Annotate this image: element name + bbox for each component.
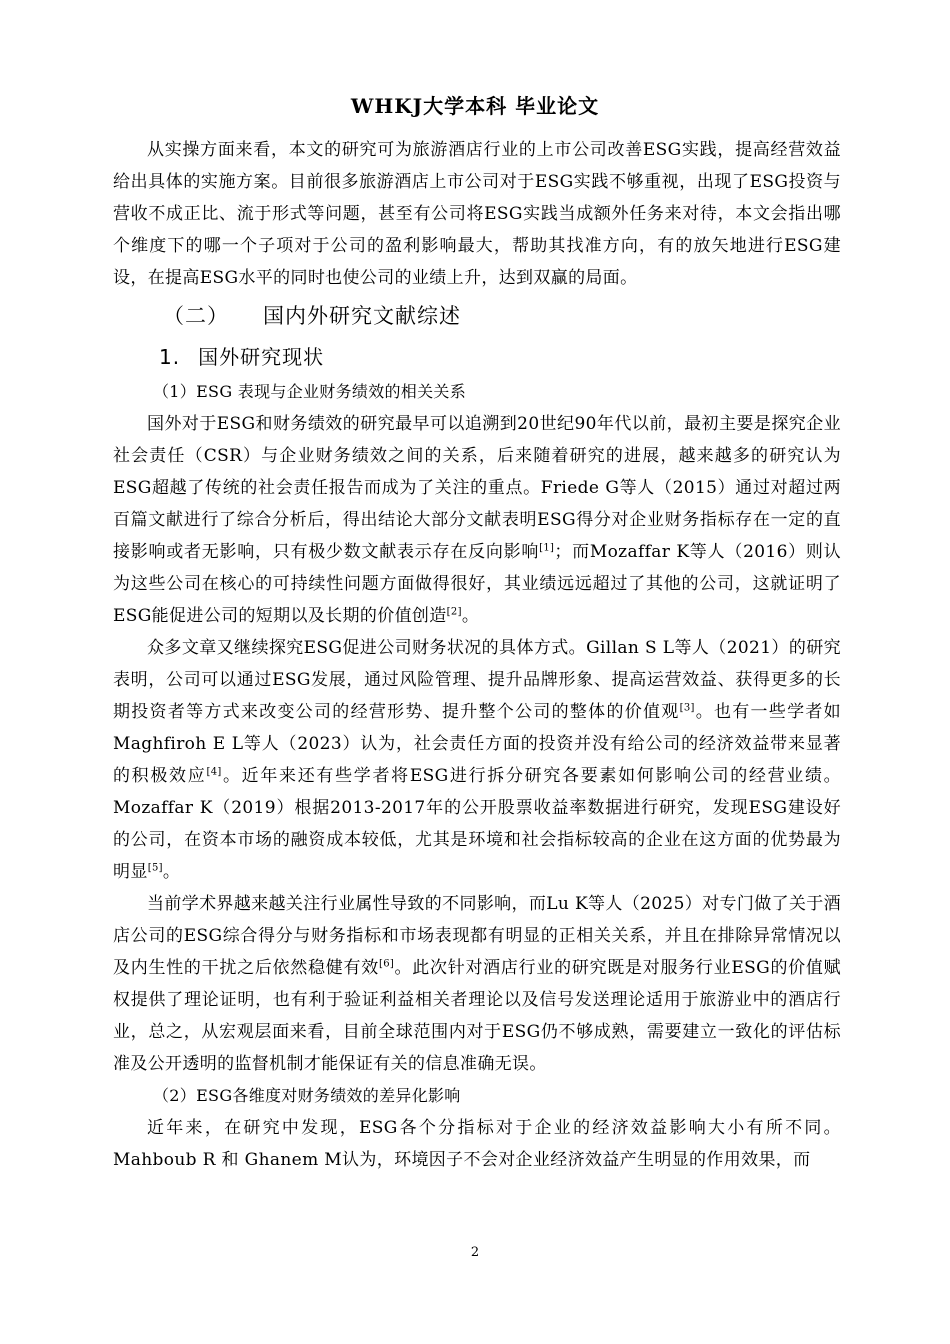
body-paragraph-4: 近年来，在研究中发现，ESG各个分指标对于企业的经济效益影响大小有所不同。Mahboub R 和 Ghanem M认为，环境因子不会对企业经济效益产生明显的作用效果，而 [113, 1118, 841, 1170]
subsection-number: 1. [159, 345, 181, 369]
paragraph-text: 众多文章又继续探究ESG促进公司财务状况的具体方式。Gillan S L等人（2021）的研究表明，公司可以通过ESG发展，通过风险管理、提升品牌形象、提高运营效益、获得更多的长期投资者等方式来改变公司的经营形势、提升整个公司的整体的价值观 [113, 638, 841, 722]
body-paragraph-1 [113, 408, 841, 632]
citation-ref: [3] [679, 702, 695, 714]
paragraph-text: 。近年来还有些学者将ESG进行拆分研究各要素如何影响公司的经营业绩。Mozaffar K（2019）根据2013-2017年的公开股票收益率数据进行研究，发现ESG建设好的公司，在资本市场的融资成本较低，尤其是环境和社会指标较高的企业在这方面的优势最为明显 [113, 766, 841, 882]
paragraph-text: 国外对于ESG和财务绩效的研究最早可以追溯到20世纪90年代以前，最初主要是探究企业社会责任（CSR）与企业财务绩效之间的关系，后来随着研究的进展，越来越多的研究认为ESG超越了传统的社会责任报告而成为了关注的重点。Friede G等人（2015）通过对超过两百篇文献进行了综合分析后，得出结论大部分文献表明ESG得分对企业财务指标存在一定的直接影响或者无影响，只有极少数文献表示存在反向影响 [113, 414, 841, 562]
section-heading [113, 298, 841, 334]
page-header: WHKJ大学本科 毕业论文 [350, 94, 600, 118]
page-number: 2 [470, 1245, 480, 1260]
citation-ref: [6] [378, 958, 395, 970]
body-paragraph-2 [113, 632, 841, 888]
citation-ref: [1] [539, 542, 555, 554]
page-body [113, 134, 841, 1176]
subsection-heading [113, 340, 841, 374]
subsection-title: 国外研究现状 [198, 345, 325, 369]
paragraph-text: 当前学术界越来越关注行业属性导致的不同影响，而Lu K等人（2025）对专门做了关于酒店公司的ESG综合得分与财务指标和市场表现都有明显的正相关关系，并且在排除异常情况以及内生性的干扰之后依然稳健有效 [113, 894, 841, 978]
section-title: 国内外研究文献综述 [263, 304, 461, 328]
body-paragraph-3 [113, 888, 841, 1080]
paragraph-text: ；而Mozaffar K等人（2016）则认为这些公司在核心的可持续性问题方面做得很好，其业绩远远超过了其他的公司，这就证明了ESG能促进公司的短期以及长期的价值创造 [113, 542, 841, 626]
paragraph-text: 。 [461, 606, 480, 626]
section-number: （二） [163, 304, 229, 328]
citation-ref: [5] [147, 862, 163, 874]
paragraph-text: 。 [162, 862, 181, 882]
citation-ref: [4] [206, 766, 222, 778]
paragraph-text: 。也有一些学者如Maghfiroh E L等人（2023）认为，社会责任方面的投资并没有给公司的经济效益带来显著的积极效应 [113, 702, 841, 786]
citation-ref: [2] [446, 606, 462, 618]
intro-paragraph: 从实操方面来看，本文的研究可为旅游酒店行业的上市公司改善ESG实践，提高经营效益给出具体的实施方案。目前很多旅游酒店上市公司对于ESG实践不够重视，出现了ESG投资与营收不成正比、流于形式等问题，甚至有公司将ESG实践当成额外任务来对待，本文会指出哪个维度下的哪一个子项对于公司的盈利影响最大，帮助其找准方向，有的放矢地进行ESG建设，在提高ESG水平的同时也使公司的业绩上升，达到双赢的局面。 [113, 140, 841, 288]
item-heading-1: （1）ESG 表现与企业财务绩效的相关关系 [153, 382, 466, 401]
item-heading-2: （2）ESG各维度对财务绩效的差异化影响 [153, 1086, 461, 1105]
paragraph-text: 。此次针对酒店行业的研究既是对服务行业ESG的价值赋权提供了理论证明，也有利于验证利益相关者理论以及信号发送理论适用于旅游业中的酒店行业，总之，从宏观层面来看，目前全球范围内对于ESG仍不够成熟，需要建立一致化的评估标准及公开透明的监督机制才能保证有关的信息准确无误。 [113, 958, 841, 1074]
